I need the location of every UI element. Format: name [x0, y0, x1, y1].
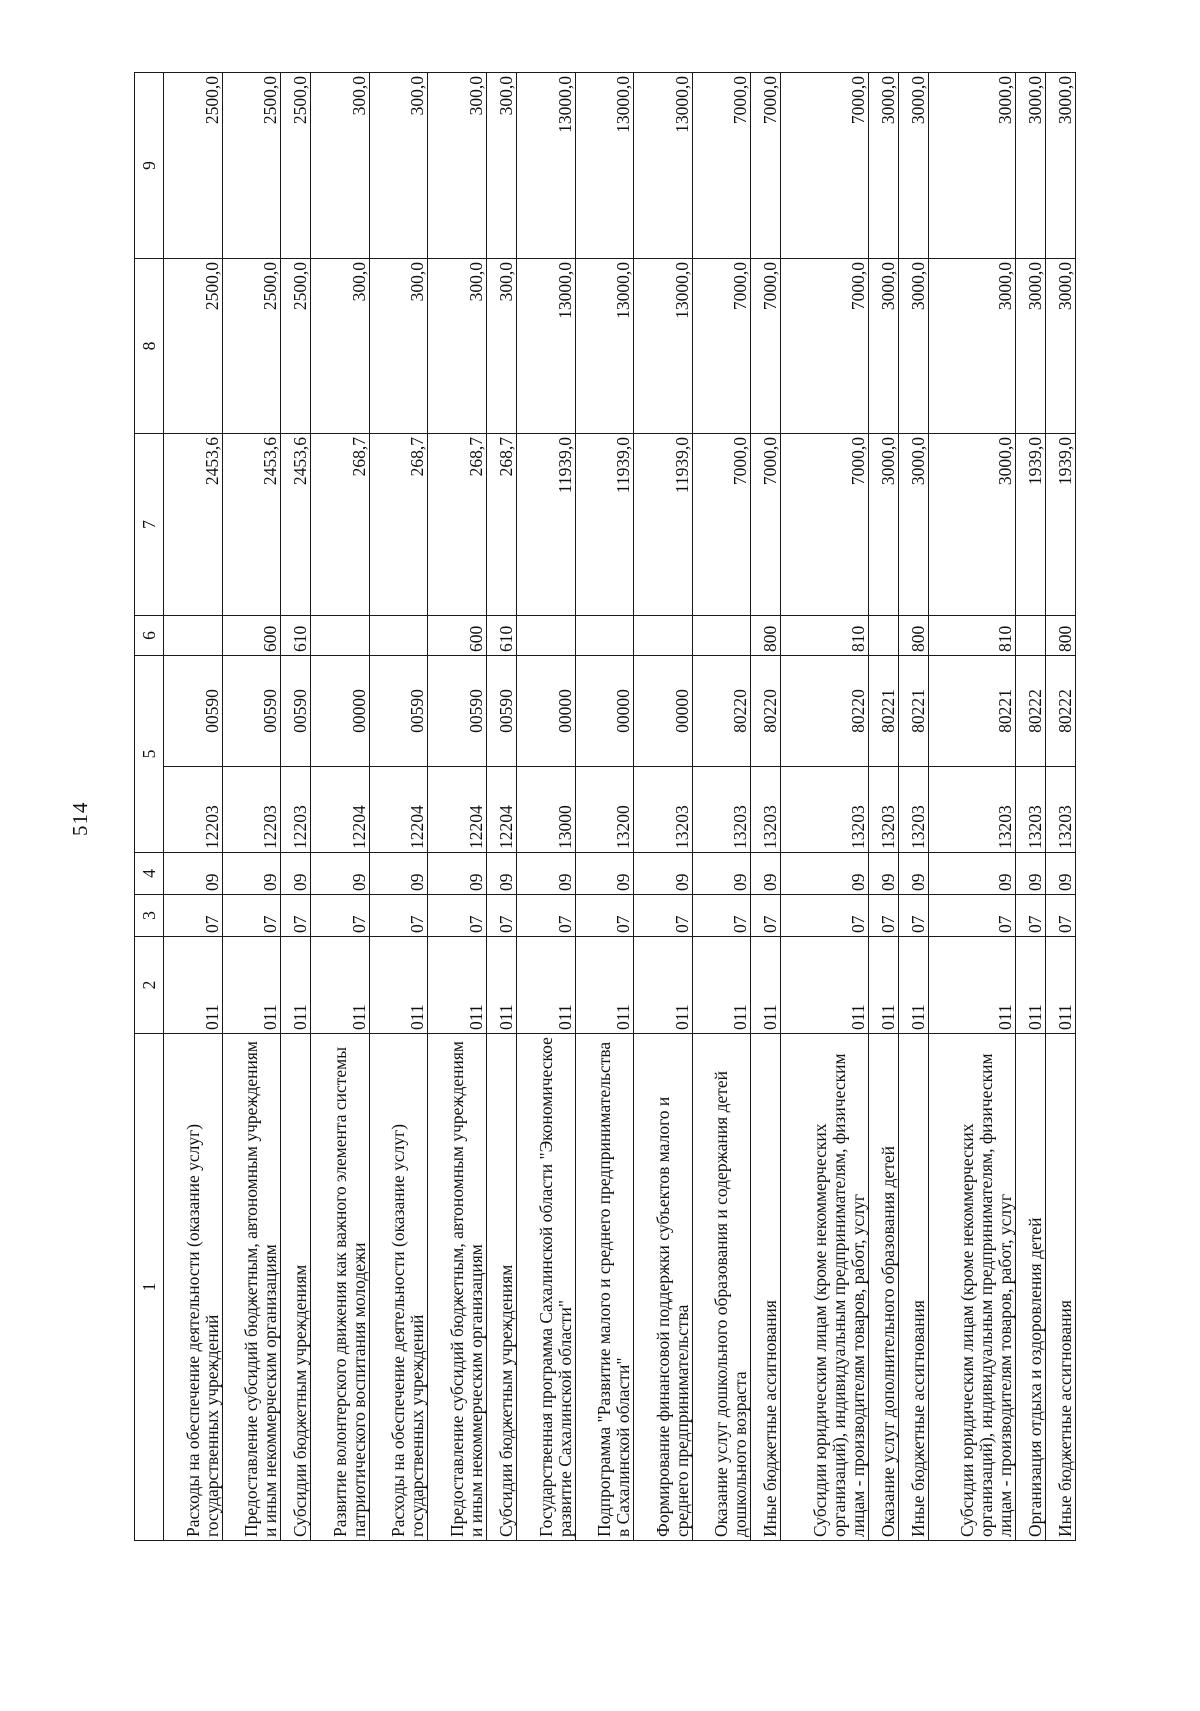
column-header-7: 7	[135, 434, 164, 616]
row-name-cell: Субсидии бюджетным учреждениям	[487, 1034, 517, 1541]
subsection-code-cell: 09	[222, 853, 281, 895]
ministry-code-cell: 011	[781, 937, 868, 1034]
ministry-code-cell: 011	[868, 937, 898, 1034]
ministry-code-cell: 011	[281, 937, 311, 1034]
section-code-cell: 07	[1015, 895, 1045, 937]
amount-col8-cell: 300,0	[369, 259, 428, 434]
subsection-code-cell: 09	[634, 853, 693, 895]
expense-type-cell: 600	[222, 616, 281, 656]
budget-table	[134, 72, 1076, 1541]
subsection-code-cell: 09	[517, 853, 576, 895]
amount-col7-cell: 1939,0	[1045, 434, 1075, 616]
amount-col7-cell: 7000,0	[781, 434, 868, 616]
ministry-code-cell: 011	[898, 937, 928, 1034]
expense-type-cell: 600	[428, 616, 487, 656]
direction-code-cell: 00590	[487, 656, 517, 767]
program-code-cell: 12203	[164, 767, 223, 853]
amount-col8-cell: 3000,0	[868, 259, 898, 434]
amount-col7-cell: 11939,0	[517, 434, 576, 616]
subsection-code-cell: 09	[428, 853, 487, 895]
section-code-cell: 07	[281, 895, 311, 937]
direction-code-cell: 00000	[634, 656, 693, 767]
direction-code-cell: 00590	[428, 656, 487, 767]
column-header-3: 3	[135, 895, 164, 937]
amount-col7-cell: 268,7	[487, 434, 517, 616]
amount-col9-cell: 300,0	[428, 73, 487, 259]
amount-col7-cell: 7000,0	[751, 434, 781, 616]
direction-code-cell: 80221	[898, 656, 928, 767]
table-row	[487, 73, 517, 1541]
amount-col8-cell: 300,0	[311, 259, 370, 434]
amount-col8-cell: 2500,0	[222, 259, 281, 434]
expense-type-cell	[311, 616, 370, 656]
program-code-cell: 13203	[692, 767, 751, 853]
ministry-code-cell: 011	[164, 937, 223, 1034]
amount-col8-cell: 2500,0	[164, 259, 223, 434]
table-row	[222, 73, 281, 1541]
table-row	[751, 73, 781, 1541]
program-code-cell: 13200	[575, 767, 634, 853]
section-code-cell: 07	[164, 895, 223, 937]
amount-col7-cell: 268,7	[428, 434, 487, 616]
row-name-cell: Предоставление субсидий бюджетным, автономным учреждениям и иным некоммерческим организациям	[222, 1034, 281, 1541]
column-header-2: 2	[135, 937, 164, 1034]
program-code-cell: 12203	[222, 767, 281, 853]
row-name-cell: Субсидии юридическим лицам (кроме некоммерческих организаций), индивидуальным предпринимателям, физическим лицам - производителям товаров, работ, услуг	[781, 1034, 868, 1541]
table-row	[575, 73, 634, 1541]
amount-col8-cell: 3000,0	[1045, 259, 1075, 434]
program-code-cell: 12203	[281, 767, 311, 853]
section-code-cell: 07	[428, 895, 487, 937]
table-row	[311, 73, 370, 1541]
ministry-code-cell: 011	[428, 937, 487, 1034]
table-row	[1045, 73, 1075, 1541]
amount-col9-cell: 3000,0	[868, 73, 898, 259]
section-code-cell: 07	[311, 895, 370, 937]
amount-col7-cell: 268,7	[369, 434, 428, 616]
amount-col7-cell: 3000,0	[928, 434, 1015, 616]
direction-code-cell: 80220	[692, 656, 751, 767]
amount-col9-cell: 7000,0	[781, 73, 868, 259]
program-code-cell: 13203	[634, 767, 693, 853]
row-name-cell: Государственная программа Сахалинской области "Экономическое развитие Сахалинской области"	[517, 1034, 576, 1541]
row-name-cell: Формирование финансовой поддержки субъектов малого и среднего предпринимательства	[634, 1034, 693, 1541]
section-code-cell: 07	[222, 895, 281, 937]
amount-col8-cell: 3000,0	[898, 259, 928, 434]
program-code-cell: 13203	[1045, 767, 1075, 853]
amount-col8-cell: 7000,0	[781, 259, 868, 434]
rotated-page-content	[134, 73, 1076, 1541]
program-code-cell: 13000	[517, 767, 576, 853]
ministry-code-cell: 011	[1045, 937, 1075, 1034]
row-name-cell: Предоставление субсидий бюджетным, автономным учреждениям и иным некоммерческим организациям	[428, 1034, 487, 1541]
section-code-cell: 07	[517, 895, 576, 937]
direction-code-cell: 00590	[164, 656, 223, 767]
program-code-cell: 13203	[781, 767, 868, 853]
expense-type-cell: 810	[781, 616, 868, 656]
amount-col8-cell: 7000,0	[692, 259, 751, 434]
subsection-code-cell: 09	[928, 853, 1015, 895]
amount-col8-cell: 13000,0	[575, 259, 634, 434]
section-code-cell: 07	[928, 895, 1015, 937]
amount-col7-cell: 2453,6	[222, 434, 281, 616]
row-name-cell: Субсидии бюджетным учреждениям	[281, 1034, 311, 1541]
row-name-cell: Организация отдыха и оздоровления детей	[1015, 1034, 1045, 1541]
amount-col7-cell: 7000,0	[692, 434, 751, 616]
amount-col9-cell: 2500,0	[281, 73, 311, 259]
column-header-1: 1	[135, 1034, 164, 1541]
expense-type-cell	[517, 616, 576, 656]
amount-col9-cell: 300,0	[311, 73, 370, 259]
direction-code-cell: 80222	[1045, 656, 1075, 767]
column-header-8: 8	[135, 259, 164, 434]
section-code-cell: 07	[751, 895, 781, 937]
table-row	[928, 73, 1015, 1541]
expense-type-cell	[634, 616, 693, 656]
amount-col8-cell: 300,0	[487, 259, 517, 434]
amount-col8-cell: 7000,0	[751, 259, 781, 434]
amount-col8-cell: 300,0	[428, 259, 487, 434]
amount-col9-cell: 300,0	[369, 73, 428, 259]
amount-col8-cell: 13000,0	[634, 259, 693, 434]
subsection-code-cell: 09	[751, 853, 781, 895]
direction-code-cell: 80222	[1015, 656, 1045, 767]
subsection-code-cell: 09	[575, 853, 634, 895]
row-name-cell: Оказание услуг дошкольного образования и содержания детей дошкольного возраста	[692, 1034, 751, 1541]
section-code-cell: 07	[575, 895, 634, 937]
table-row	[281, 73, 311, 1541]
amount-col7-cell: 11939,0	[575, 434, 634, 616]
ministry-code-cell: 011	[311, 937, 370, 1034]
amount-col8-cell: 13000,0	[517, 259, 576, 434]
row-name-cell: Иные бюджетные ассигнования	[1045, 1034, 1075, 1541]
amount-col7-cell: 3000,0	[868, 434, 898, 616]
expense-type-cell: 610	[487, 616, 517, 656]
subsection-code-cell: 09	[1015, 853, 1045, 895]
amount-col9-cell: 7000,0	[692, 73, 751, 259]
subsection-code-cell: 09	[898, 853, 928, 895]
table-row	[781, 73, 868, 1541]
row-name-cell: Оказание услуг дополнительного образования детей	[868, 1034, 898, 1541]
subsection-code-cell: 09	[487, 853, 517, 895]
ministry-code-cell: 011	[222, 937, 281, 1034]
table-row	[517, 73, 576, 1541]
expense-type-cell	[1015, 616, 1045, 656]
amount-col7-cell: 268,7	[311, 434, 370, 616]
subsection-code-cell: 09	[369, 853, 428, 895]
table-row	[369, 73, 428, 1541]
amount-col9-cell: 3000,0	[1015, 73, 1045, 259]
subsection-code-cell: 09	[311, 853, 370, 895]
program-code-cell: 12204	[311, 767, 370, 853]
section-code-cell: 07	[634, 895, 693, 937]
section-code-cell: 07	[369, 895, 428, 937]
program-code-cell: 12204	[428, 767, 487, 853]
subsection-code-cell: 09	[868, 853, 898, 895]
amount-col7-cell: 11939,0	[634, 434, 693, 616]
amount-col8-cell: 2500,0	[281, 259, 311, 434]
amount-col9-cell: 3000,0	[898, 73, 928, 259]
expense-type-cell	[369, 616, 428, 656]
direction-code-cell: 80221	[868, 656, 898, 767]
amount-col8-cell: 3000,0	[1015, 259, 1045, 434]
row-name-cell: Иные бюджетные ассигнования	[751, 1034, 781, 1541]
amount-col9-cell: 13000,0	[575, 73, 634, 259]
expense-type-cell: 800	[751, 616, 781, 656]
amount-col9-cell: 300,0	[487, 73, 517, 259]
amount-col7-cell: 2453,6	[281, 434, 311, 616]
amount-col7-cell: 3000,0	[898, 434, 928, 616]
table-row	[634, 73, 693, 1541]
ministry-code-cell: 011	[369, 937, 428, 1034]
ministry-code-cell: 011	[751, 937, 781, 1034]
section-code-cell: 07	[898, 895, 928, 937]
page-number: 514	[68, 801, 92, 836]
table-header-row	[135, 73, 164, 1541]
row-name-cell: Субсидии юридическим лицам (кроме некоммерческих организаций), индивидуальным предпринимателям, физическим лицам - производителям товаров, работ, услуг	[928, 1034, 1015, 1541]
amount-col9-cell: 7000,0	[751, 73, 781, 259]
expense-type-cell	[692, 616, 751, 656]
column-header-4: 4	[135, 853, 164, 895]
section-code-cell: 07	[868, 895, 898, 937]
table-row	[898, 73, 928, 1541]
direction-code-cell: 00000	[311, 656, 370, 767]
program-code-cell: 12204	[369, 767, 428, 853]
program-code-cell: 13203	[868, 767, 898, 853]
expense-type-cell: 810	[928, 616, 1015, 656]
row-name-cell: Развитие волонтерского движения как важного элемента системы патриотического воспитания молодежи	[311, 1034, 370, 1541]
direction-code-cell: 00000	[575, 656, 634, 767]
row-name-cell: Иные бюджетные ассигнования	[898, 1034, 928, 1541]
subsection-code-cell: 09	[692, 853, 751, 895]
row-name-cell: Расходы на обеспечение деятельности (оказание услуг) государственных учреждений	[369, 1034, 428, 1541]
program-code-cell: 12204	[487, 767, 517, 853]
column-header-5: 5	[135, 656, 164, 853]
row-name-cell: Подпрограмма "Развитие малого и среднего предпринимательства в Сахалинской области"	[575, 1034, 634, 1541]
amount-col9-cell: 13000,0	[634, 73, 693, 259]
ministry-code-cell: 011	[692, 937, 751, 1034]
ministry-code-cell: 011	[1015, 937, 1045, 1034]
amount-col9-cell: 2500,0	[222, 73, 281, 259]
program-code-cell: 13203	[751, 767, 781, 853]
program-code-cell: 13203	[898, 767, 928, 853]
direction-code-cell: 00590	[281, 656, 311, 767]
program-code-cell: 13203	[1015, 767, 1045, 853]
section-code-cell: 07	[1045, 895, 1075, 937]
direction-code-cell: 80221	[928, 656, 1015, 767]
section-code-cell: 07	[692, 895, 751, 937]
direction-code-cell: 00590	[222, 656, 281, 767]
direction-code-cell: 00000	[517, 656, 576, 767]
expense-type-cell: 800	[1045, 616, 1075, 656]
ministry-code-cell: 011	[487, 937, 517, 1034]
expense-type-cell	[575, 616, 634, 656]
amount-col9-cell: 13000,0	[517, 73, 576, 259]
direction-code-cell: 80220	[751, 656, 781, 767]
table-body	[164, 73, 1076, 1541]
ministry-code-cell: 011	[517, 937, 576, 1034]
amount-col7-cell: 2453,6	[164, 434, 223, 616]
amount-col9-cell: 3000,0	[928, 73, 1015, 259]
column-header-6: 6	[135, 616, 164, 656]
subsection-code-cell: 09	[781, 853, 868, 895]
expense-type-cell: 610	[281, 616, 311, 656]
ministry-code-cell: 011	[634, 937, 693, 1034]
ministry-code-cell: 011	[928, 937, 1015, 1034]
table-row	[428, 73, 487, 1541]
amount-col8-cell: 3000,0	[928, 259, 1015, 434]
subsection-code-cell: 09	[1045, 853, 1075, 895]
direction-code-cell: 00590	[369, 656, 428, 767]
section-code-cell: 07	[487, 895, 517, 937]
amount-col9-cell: 2500,0	[164, 73, 223, 259]
table-row	[692, 73, 751, 1541]
table-row	[1015, 73, 1045, 1541]
subsection-code-cell: 09	[164, 853, 223, 895]
table-row	[164, 73, 223, 1541]
table-row	[868, 73, 898, 1541]
expense-type-cell	[164, 616, 223, 656]
amount-col9-cell: 3000,0	[1045, 73, 1075, 259]
column-header-9: 9	[135, 73, 164, 259]
subsection-code-cell: 09	[281, 853, 311, 895]
ministry-code-cell: 011	[575, 937, 634, 1034]
expense-type-cell: 800	[898, 616, 928, 656]
row-name-cell: Расходы на обеспечение деятельности (оказание услуг) государственных учреждений	[164, 1034, 223, 1541]
amount-col7-cell: 1939,0	[1015, 434, 1045, 616]
direction-code-cell: 80220	[781, 656, 868, 767]
program-code-cell: 13203	[928, 767, 1015, 853]
expense-type-cell	[868, 616, 898, 656]
section-code-cell: 07	[781, 895, 868, 937]
